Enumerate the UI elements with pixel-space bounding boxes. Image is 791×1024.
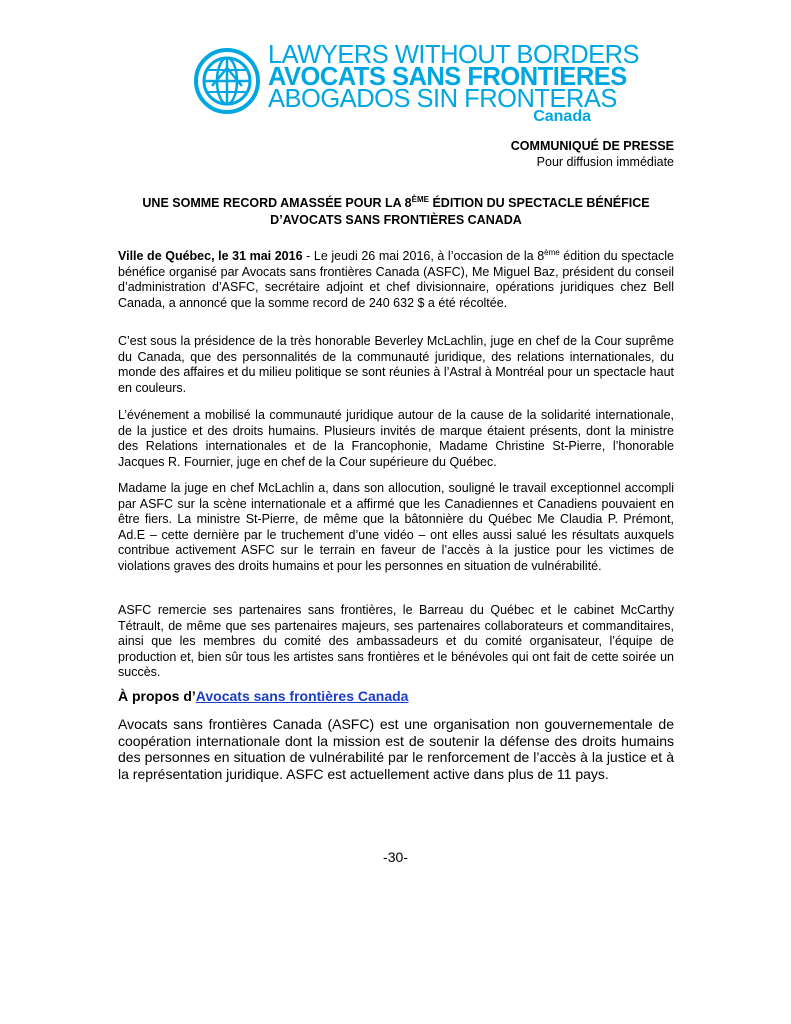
paragraph-2: C’est sous la présidence de la très honorable Beverley McLachlin, juge en chef de la Cour suprême du Canada, que des personnalités de la communauté juridique, des relations internationales, du monde des affaires et du milieu politique se sont réunies à l’Astral à Montréal pour un spectacle haut en couleurs. [118,334,674,395]
logo-canada: Canada [533,108,591,125]
press-release-header [511,138,674,170]
press-sub: Pour diffusion immédiate [536,155,674,169]
press-label: COMMUNIQUÉ DE PRESSE [510,139,674,153]
title-part2: ÉDITION DU SPECTACLE BÉNÉFICE [428,196,650,210]
page-title [118,195,674,229]
p1-text-1: - Le jeudi 26 mai 2016, à l’occasion de la 8 [302,249,545,263]
logo-line-english: LAWYERS WITHOUT BORDERS [268,41,640,69]
logo-line-spanish: ABOGADOS SIN FRONTERAS [268,85,617,113]
paragraph-1 [118,249,674,311]
paragraph-5: ASFC remercie ses partenaires sans frontières, le Barreau du Québec et le cabinet McCarthy Tétrault, de même que ses partenaires majeurs, ses partenaires collaborateurs et commanditaires, ainsi que les membres du comité des ambassadeurs et du comité organisateur, l’équipe de production et, bien sûr tous les artistes sans frontières et le bénévoles qui ont fait de cette soirée un succès. [118,603,674,680]
logo-wordmark [268,41,640,113]
globe-scales-icon [192,46,262,116]
p1-text-2: édition du spectacle bénéfice organisé par Avocats sans frontières Canada (ASFC), Me Miguel Baz, président du conseil d’administration d’ASFC, secrétaire adjoint et chef divisionnaire, opérations juridiques chez Bell Canada, a annoncé que la somme record de 240 632 $ a été récoltée. [118,249,675,310]
about-body: Avocats sans frontières Canada (ASFC) est une organisation non gouvernementale de coopération internationale dont la mission est de soutenir la défense des droits humains des personnes en situation de vulnérabilité par le renforcement de l’accès à la justice et à la représentation juridique. ASFC est actuellement active dans plus de 11 pays. [118,716,674,782]
page-number: -30- [383,849,408,865]
paragraph-3: L’événement a mobilisé la communauté juridique autour de la cause de la solidarité internationale, de la justice et des droits humains. Plusieurs invités de marque étaient présents, dont la ministre des Relations internationales et de la Francophonie, Madame Christine St-Pierre, l’honorable Jacques R. Fournier, juge en chef de la Cour supérieure du Québec. [118,408,674,469]
p1-sup: ème [544,248,560,257]
asfc-logo [192,41,640,125]
about-heading-prefix: À propos d’ [118,688,196,704]
title-line2: D’AVOCATS SANS FRONTIÈRES CANADA [270,213,522,227]
about-heading [118,687,408,705]
paragraph-4: Madame la juge en chef McLachlin a, dans son allocution, souligné le travail exceptionnel accompli par ASFC sur la scène internationale et a affirmé que les Canadiennes et Canadiens pouvaient en être fiers. La ministre St-Pierre, de même que la bâtonnière du Québec Me Claudia P. Prémont, Ad.E – cette dernière par le truchement d’une vidéo – ont elles aussi salué les résultats auxquels contribue activement ASFC sur le terrain en faveur de l’accès à la justice pour les victimes de violations graves des droits humains et pour les personnes en situation de vulnérabilité. [118,481,674,573]
about-link[interactable]: Avocats sans frontières Canada [195,688,409,704]
logo-line-french: AVOCATS SANS FRONTIERES [268,63,627,91]
title-sup: ÈME [411,195,429,204]
title-part1: UNE SOMME RECORD AMASSÉE POUR LA 8 [142,196,412,210]
dateline: Ville de Québec, le 31 mai 2016 [118,249,303,263]
